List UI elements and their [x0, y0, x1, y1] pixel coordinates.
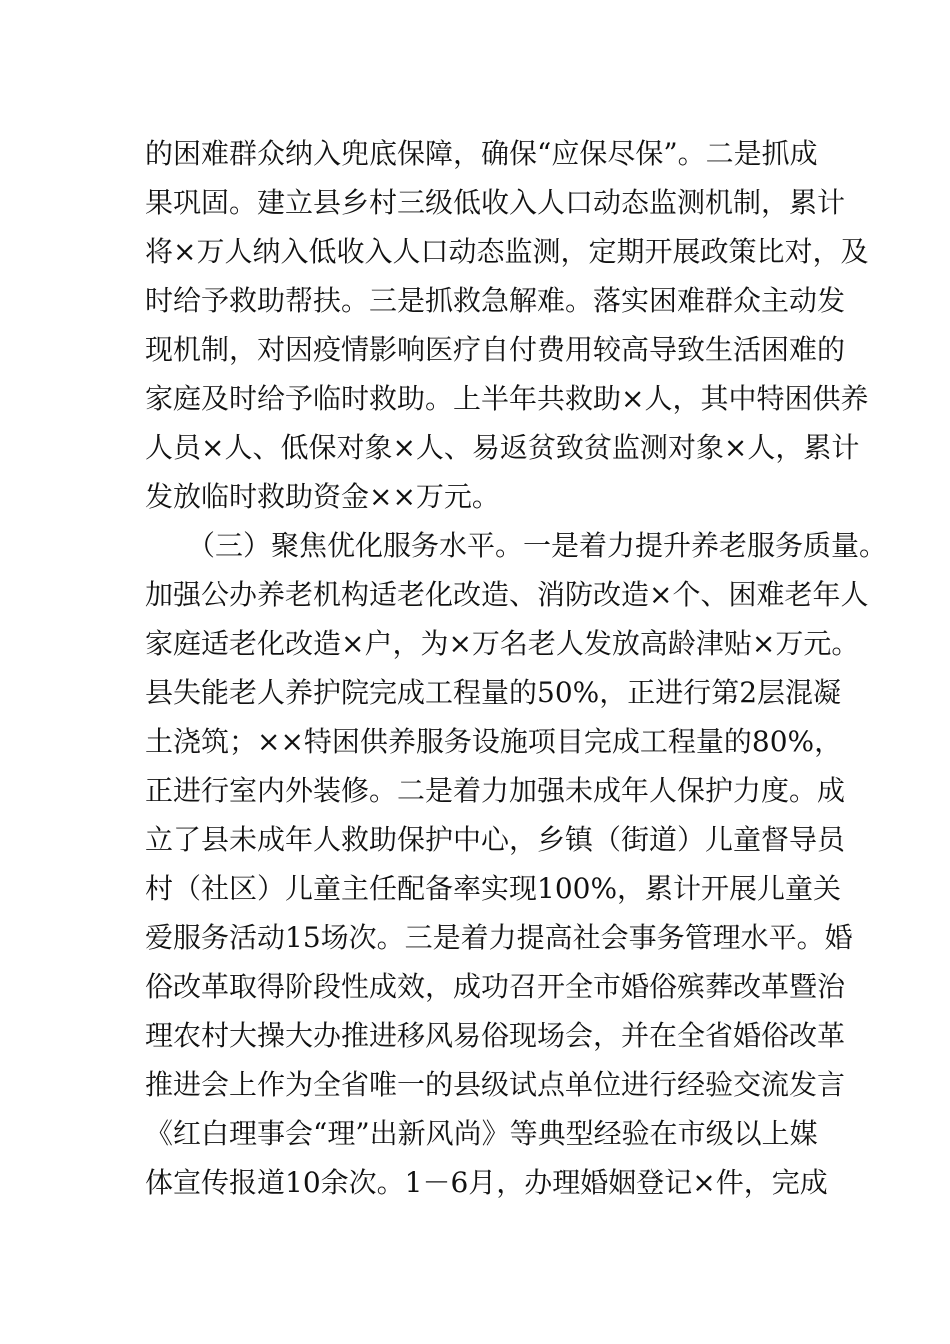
document-body — [145, 129, 888, 1207]
text-line: 将×万人纳入低收入人口动态监测，定期开展政策比对，及 — [145, 235, 869, 268]
text-line: 立了县未成年人救助保护中心，乡镇（街道）儿童督导员 — [145, 823, 846, 856]
text-line: 正进行室内外装修。二是着力加强未成年人保护力度。成 — [145, 774, 846, 807]
text-line: 《红白理事会“理”出新风尚》等典型经验在市级以上媒 — [145, 1117, 818, 1150]
text-line: 推进会上作为全省唯一的县级试点单位进行经验交流发言 — [145, 1068, 846, 1101]
text-line: 土浇筑；××特困供养服务设施项目完成工程量的80%， — [145, 725, 843, 758]
text-line: 爱服务活动15场次。三是着力提高社会事务管理水平。婚 — [145, 921, 853, 954]
text-line: 县失能老人养护院完成工程量的50%，正进行第2层混凝 — [145, 676, 842, 709]
text-line: 家庭适老化改造×户，为×万名老人发放高龄津贴×万元。 — [145, 627, 860, 660]
text-line: 理农村大操大办推进移风易俗现场会，并在全省婚俗改革 — [145, 1019, 846, 1052]
text-line: 果巩固。建立县乡村三级低收入人口动态监测机制，累计 — [145, 186, 846, 219]
section-heading-line: （三）聚焦优化服务水平。一是着力提升养老服务质量。 — [187, 529, 888, 562]
text-line: 人员×人、低保对象×人、易返贫致贫监测对象×人，累计 — [145, 431, 860, 464]
text-line: 发放临时救助资金××万元。 — [145, 480, 500, 513]
text-line: 俗改革取得阶段性成效，成功召开全市婚俗殡葬改革暨治 — [145, 970, 846, 1003]
text-line: 家庭及时给予临时救助。上半年共救助×人，其中特困供养 — [145, 382, 869, 415]
text-line: 村（社区）儿童主任配备率实现100%，累计开展儿童关 — [145, 872, 842, 905]
text-line: 现机制，对因疫情影响医疗自付费用较高导致生活困难的 — [145, 333, 846, 366]
text-line: 加强公办养老机构适老化改造、消防改造×个、困难老年人 — [145, 578, 869, 611]
text-line: 时给予救助帮扶。三是抓救急解难。落实困难群众主动发 — [145, 284, 846, 317]
text-line: 体宣传报道10余次。1－6月，办理婚姻登记×件，完成 — [145, 1166, 828, 1199]
text-line: 的困难群众纳入兜底保障，确保“应保尽保”。二是抓成 — [145, 137, 818, 170]
